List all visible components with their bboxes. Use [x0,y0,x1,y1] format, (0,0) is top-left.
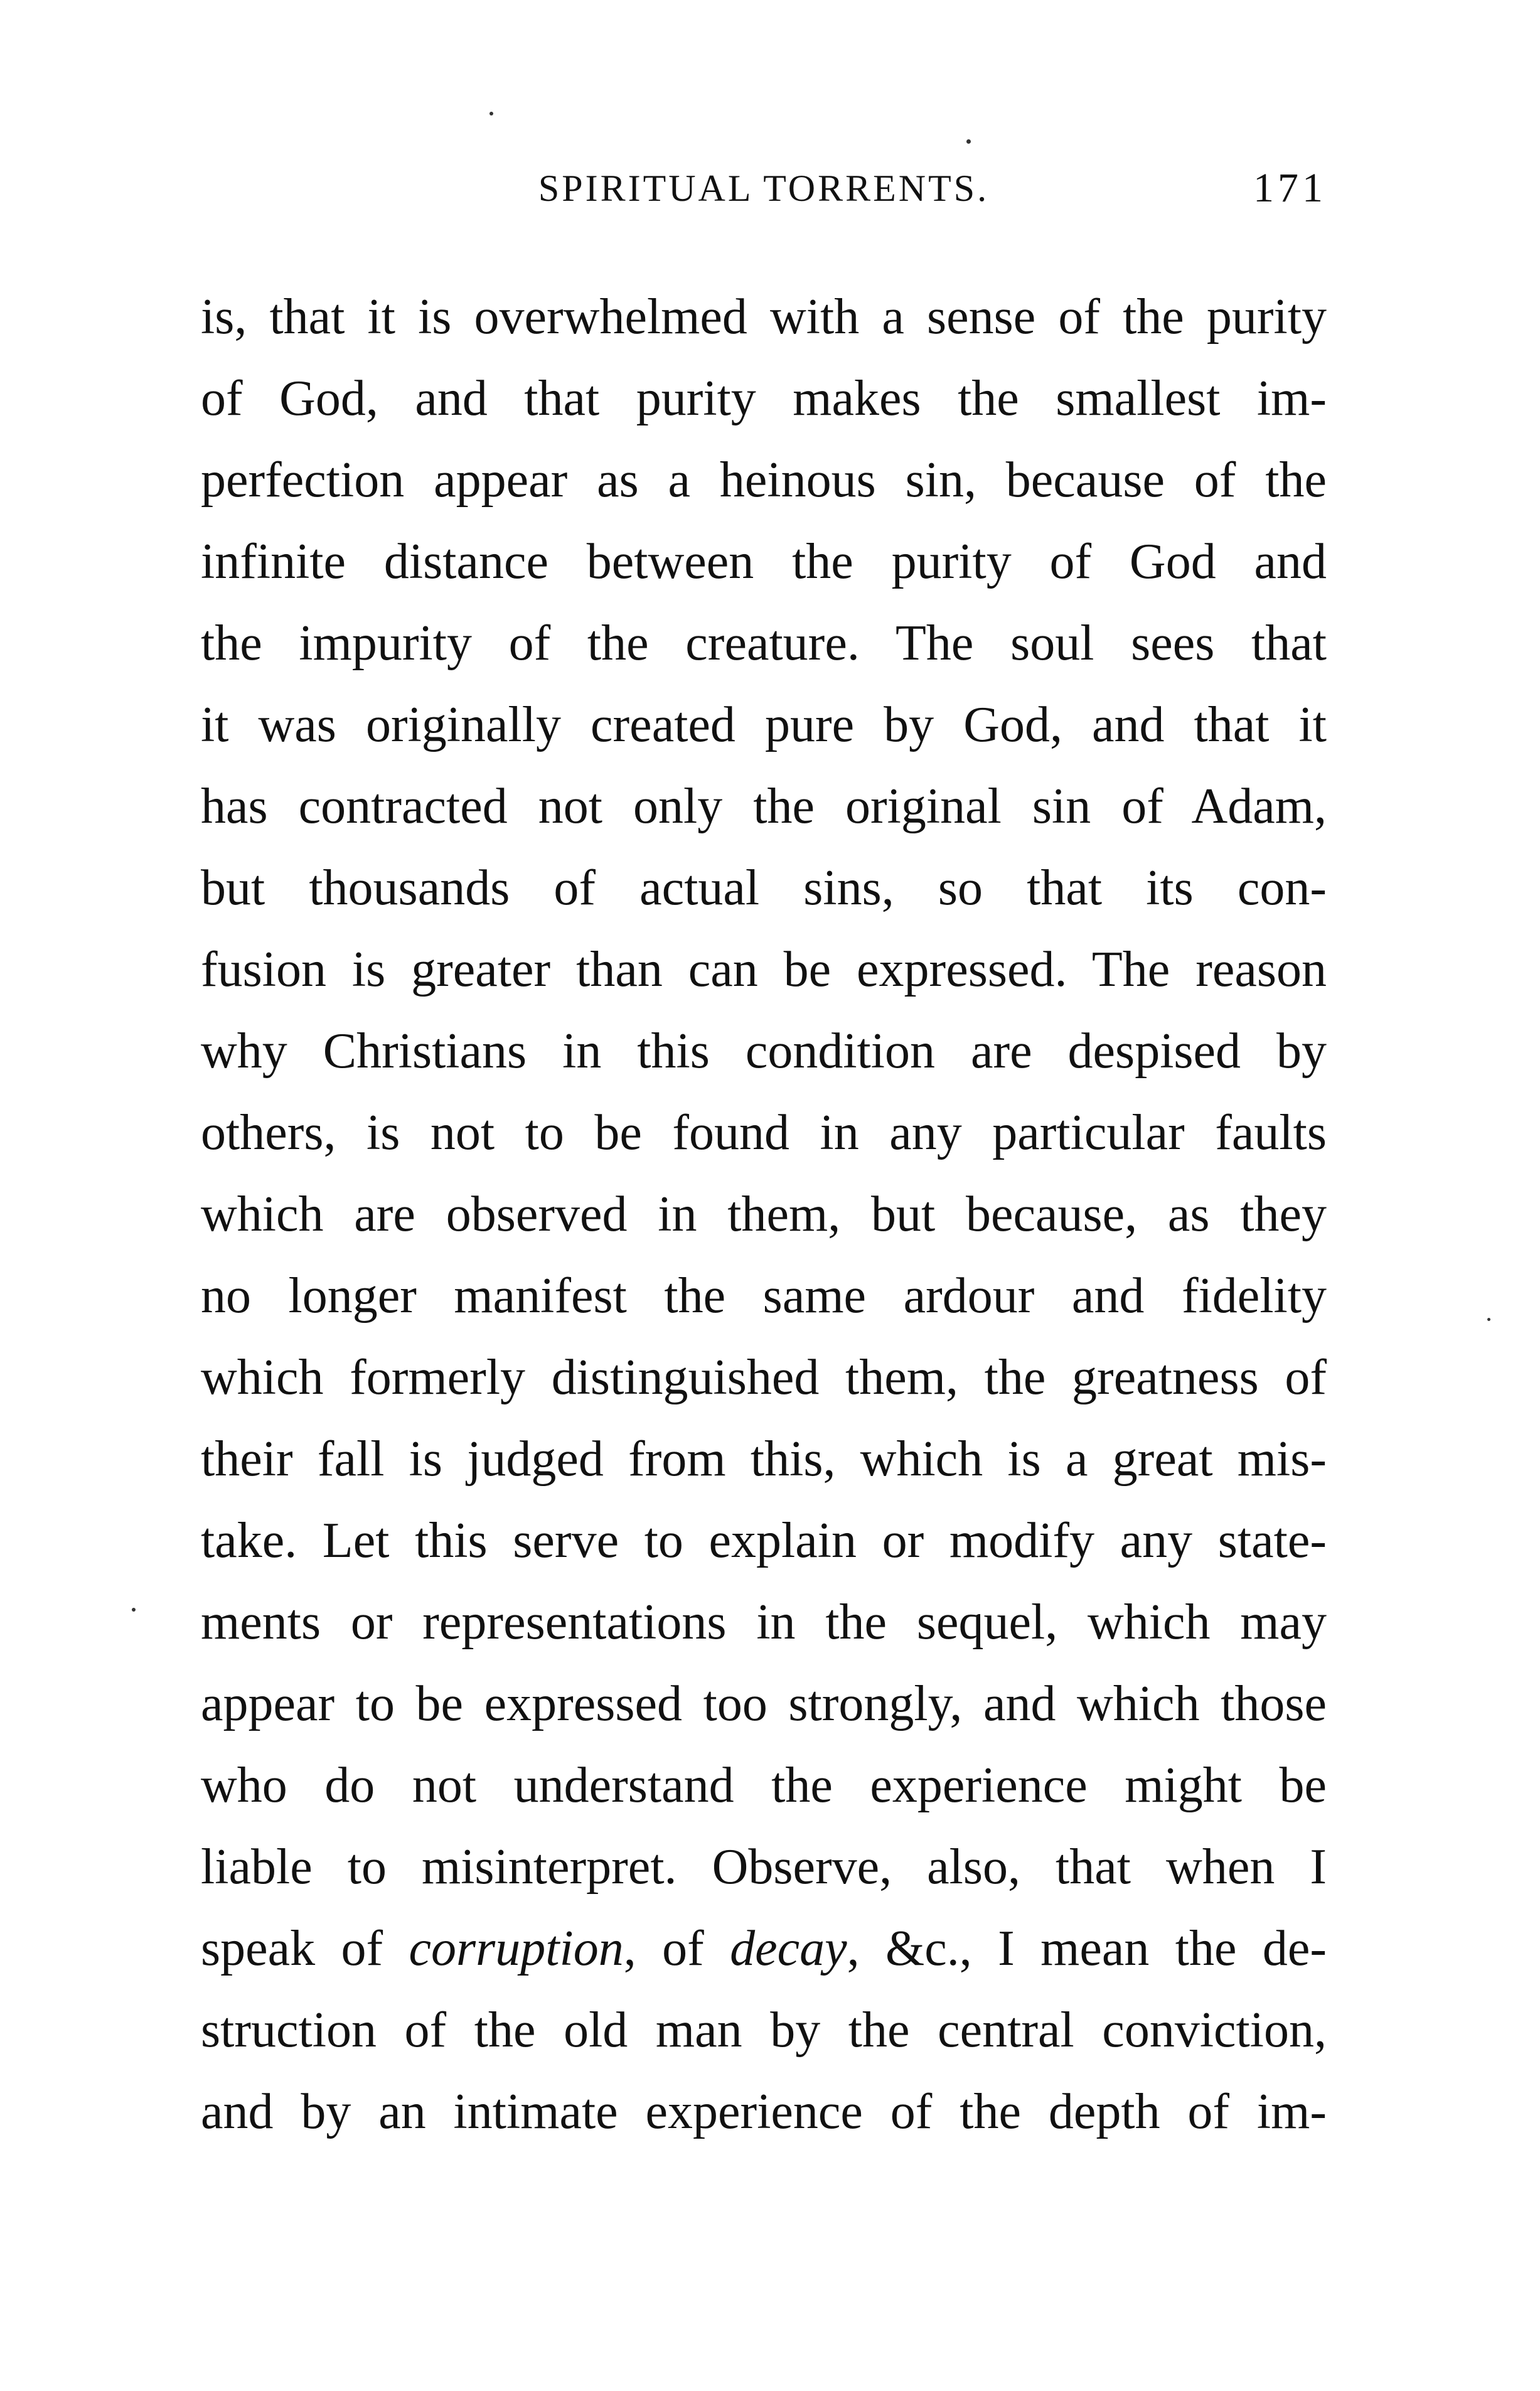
text-fragment: , of [623,1921,730,1976]
text-line: ments or representations in the sequel, which may [201,1595,1327,1650]
text-line: others, is not to be found in any particular faults [201,1105,1327,1160]
text-line: fusion is greater than can be expressed. The reason [201,942,1327,997]
text-line: and by an intimate experience of the depth of im- [201,2084,1327,2139]
text-line: who do not understand the experience might be [201,1758,1327,1813]
text-line: but thousands of actual sins, so that its con- [201,860,1327,916]
text-line: which are observed in them, but because, as they [201,1187,1327,1242]
page-header [201,157,1327,220]
print-speck [1487,1318,1490,1321]
text-line: perfection appear as a heinous sin, because of the [201,452,1327,508]
text-line: liable to misinterpret. Observe, also, that when I [201,1839,1327,1895]
text-fragment: speak of [201,1921,409,1976]
text-line: the impurity of the creature. The soul sees that [201,616,1327,671]
text-fragment: , &c., I mean the de- [847,1921,1327,1976]
text-line: is, that it is overwhelmed with a sense of the purity [201,289,1327,345]
text-line: appear to be expressed too strongly, and which those [201,1676,1327,1731]
text-line: which formerly distinguished them, the greatness of [201,1350,1327,1405]
text-line: take. Let this serve to explain or modify any state- [201,1513,1327,1568]
text-line-with-emphasis [201,1908,1327,1989]
text-line: their fall is judged from this, which is a great mis- [201,1431,1327,1487]
text-line: of God, and that purity makes the smallest im- [201,371,1327,426]
text-line: has contracted not only the original sin of Adam, [201,779,1327,834]
emphasis-corruption: corruption [409,1921,624,1976]
text-line: infinite distance between the purity of God and [201,534,1327,589]
body-text [201,276,1327,2153]
print-speck [132,1608,136,1612]
text-line: struction of the old man by the central conviction, [201,2003,1327,2058]
print-speck [966,139,971,144]
print-speck [489,112,493,115]
text-line: why Christians in this condition are despised by [201,1024,1327,1079]
page-number: 171 [1253,165,1327,211]
text-line: no longer manifest the same ardour and fidelity [201,1268,1327,1324]
text-line: it was originally created pure by God, and that it [201,697,1327,752]
running-head: SPIRITUAL TORRENTS. [538,168,990,209]
emphasis-decay: decay [730,1921,847,1976]
